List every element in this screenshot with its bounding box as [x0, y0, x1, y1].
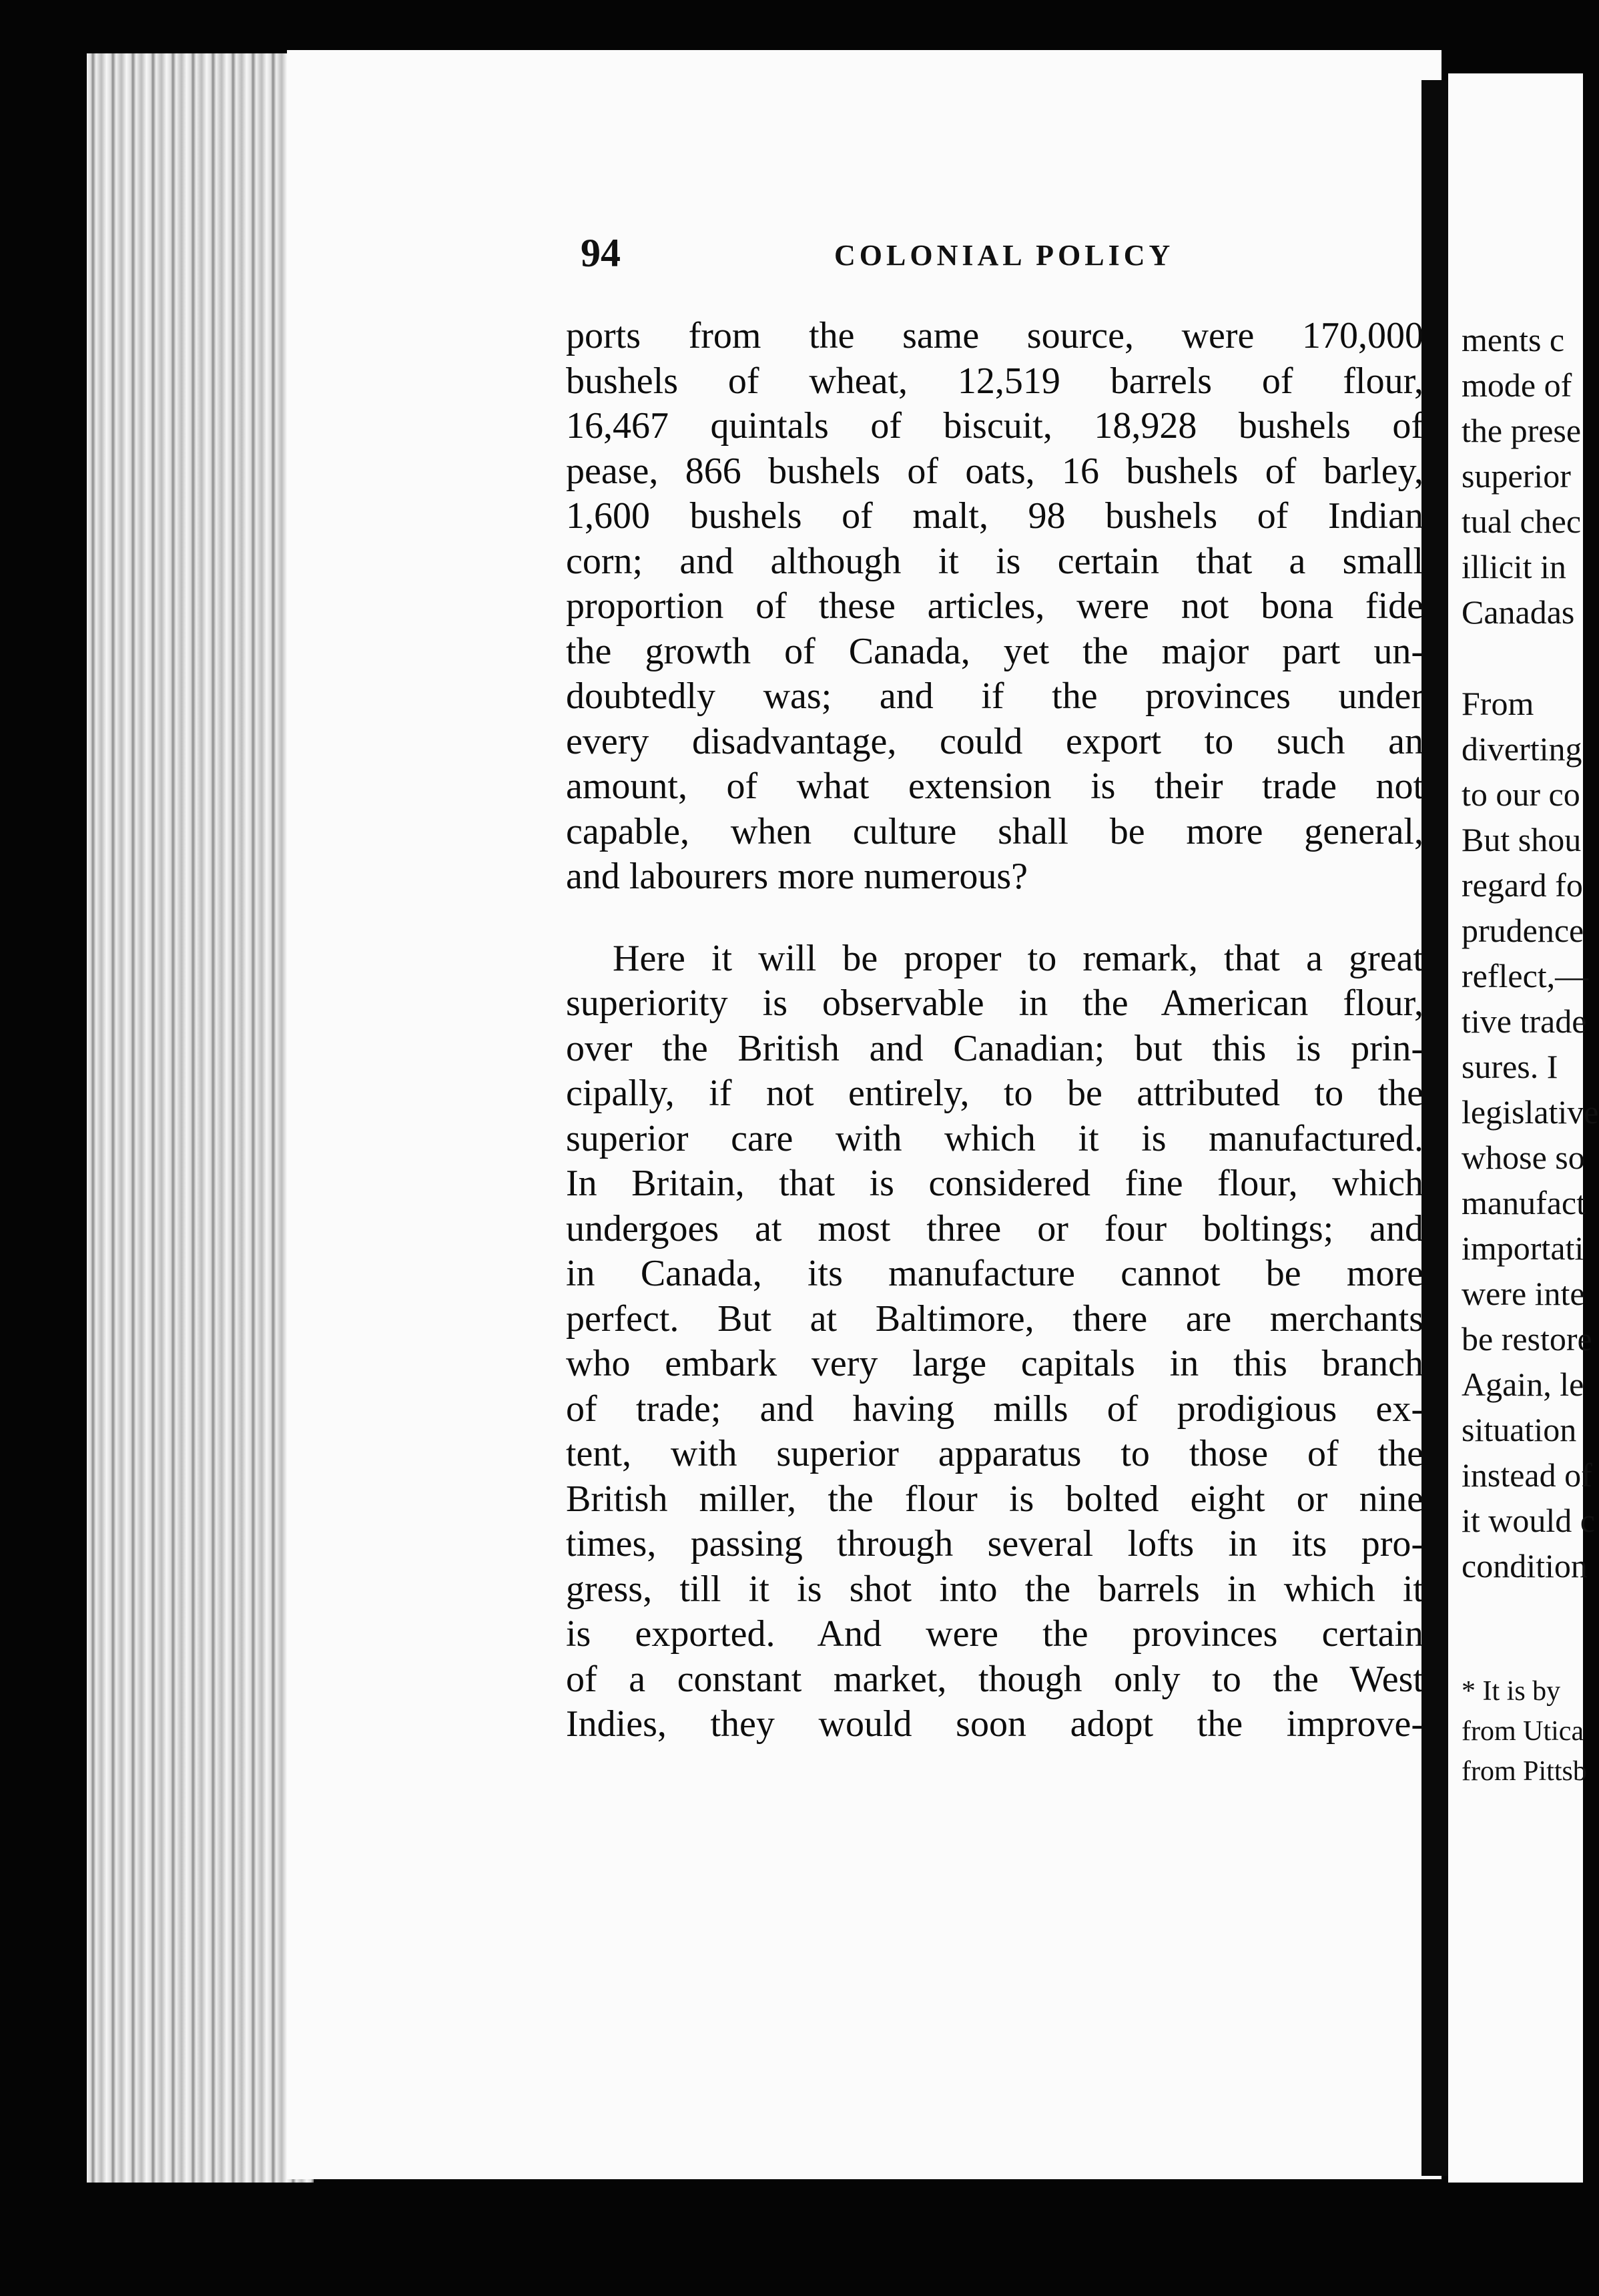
text-line: pease, 866 bushels of oats, 16 bushels of barley, — [566, 450, 1423, 492]
text-line: British miller, the flour is bolted eight or nine — [566, 1478, 1423, 1520]
text-line: corn; and although it is certain that a small — [566, 540, 1423, 582]
text-line: ports from the same source, were 170,000 — [566, 315, 1423, 356]
text-line: is exported. And were the provinces certain — [566, 1613, 1423, 1655]
right-page-line: regard fo — [1462, 866, 1583, 904]
right-page-line: Canadas — [1462, 593, 1575, 631]
text-line: superiority is observable in the American flour, — [566, 982, 1423, 1024]
text-line: the growth of Canada, yet the major part un- — [566, 630, 1423, 672]
right-page-line: it would c — [1462, 1502, 1595, 1539]
right-page-line: reflect,— — [1462, 957, 1589, 994]
text-line: every disadvantage, could export to such an — [566, 720, 1423, 762]
right-page-line: prudence — [1462, 912, 1584, 949]
text-line: undergoes at most three or four boltings; and — [566, 1207, 1423, 1249]
text-line: of a constant market, though only to the West — [566, 1658, 1423, 1700]
right-page-line: diverting — [1462, 730, 1582, 768]
right-page-line: condition — [1462, 1547, 1588, 1585]
right-page-footnote: from Pittsb — [1462, 1756, 1587, 1787]
book-spine — [1421, 80, 1452, 2176]
text-line: cipally, if not entirely, to be attributed to the — [566, 1073, 1423, 1114]
right-page-line: manufact — [1462, 1184, 1586, 1221]
text-line: who embark very large capitals in this branch — [566, 1343, 1423, 1384]
text-line: times, passing through several lofts in its pro- — [566, 1523, 1423, 1564]
text-line: 16,467 quintals of biscuit, 18,928 bushels of — [566, 405, 1423, 447]
body-text — [566, 314, 1423, 1747]
right-page-line: mode of — [1462, 366, 1572, 404]
right-page — [1448, 73, 1599, 2183]
text-line: proportion of these articles, were not bona fide — [566, 585, 1423, 627]
right-page-line: were inte — [1462, 1275, 1585, 1312]
text-line: over the British and Canadian; but this is prin- — [566, 1027, 1423, 1069]
page-number: 94 — [581, 231, 621, 275]
right-page-line: to our co — [1462, 776, 1580, 813]
right-page-footnote: from Utica — [1462, 1716, 1584, 1747]
right-page-line: the prese — [1462, 412, 1582, 449]
text-line: Indies, they would soon adopt the improve- — [566, 1703, 1423, 1745]
text-line: In Britain, that is considered fine flour, which — [566, 1163, 1423, 1204]
right-page-line: instead of — [1462, 1456, 1592, 1494]
paragraph-gap — [566, 900, 1423, 936]
right-page-line: importati — [1462, 1229, 1584, 1267]
right-page-line: superior — [1462, 457, 1571, 495]
right-page-line: tual chec — [1462, 503, 1582, 540]
page-header — [581, 230, 1421, 284]
page-edges — [87, 53, 314, 2183]
text-line: amount, of what extension is their trade not — [566, 766, 1423, 807]
text-line: capable, when culture shall be more general, — [566, 810, 1423, 852]
right-page-line: situation — [1462, 1411, 1577, 1448]
right-page-line: sures. I — [1462, 1048, 1558, 1085]
text-line: 1,600 bushels of malt, 98 bushels of Indian — [566, 495, 1423, 537]
right-page-line: From — [1462, 685, 1534, 722]
right-page-line: be restore — [1462, 1320, 1592, 1358]
right-page-line: tive trade — [1462, 1002, 1587, 1040]
right-page-line: Again, le — [1462, 1366, 1584, 1403]
right-page-line: ments c — [1462, 321, 1565, 358]
text-line: of trade; and having mills of prodigious ex- — [566, 1388, 1423, 1430]
text-line: doubtedly was; and if the provinces under — [566, 675, 1423, 717]
right-page-line: whose so — [1462, 1139, 1585, 1176]
text-line: gress, till it is shot into the barrels in which it — [566, 1568, 1423, 1610]
right-page-line: illicit in — [1462, 548, 1566, 585]
text-line: bushels of wheat, 12,519 barrels of flour, — [566, 360, 1423, 402]
right-page-footnote: * It is by — [1462, 1676, 1561, 1707]
text-line: tent, with superior apparatus to those of the — [566, 1433, 1423, 1474]
text-line: Here it will be proper to remark, that a great — [613, 937, 1423, 979]
text-line: superior care with which it is manufactured. — [566, 1117, 1423, 1159]
running-title: COLONIAL POLICY — [834, 239, 1175, 272]
text-line: perfect. But at Baltimore, there are merchants — [566, 1298, 1423, 1340]
text-line: and labourers more numerous? — [566, 856, 1028, 897]
text-line: in Canada, its manufacture cannot be more — [566, 1253, 1423, 1294]
right-page-line: legislative — [1462, 1093, 1599, 1131]
right-page-line: But shou — [1462, 821, 1582, 858]
